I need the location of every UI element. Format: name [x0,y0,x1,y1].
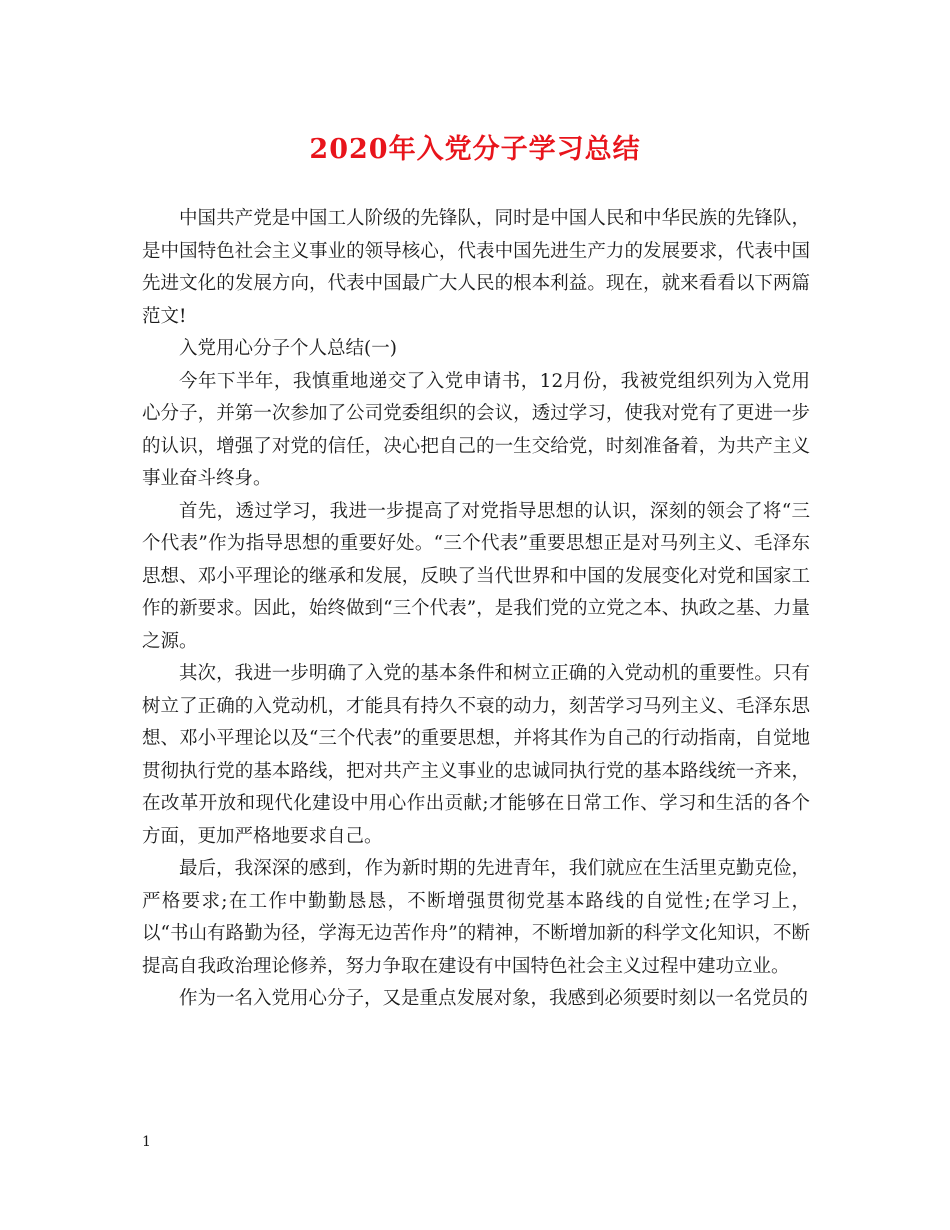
paragraph-intro: 中国共产党是中国工人阶级的先锋队，同时是中国人民和中华民族的先锋队，是中国特色社会主义事业的领导核心，代表中国先进生产力的发展要求，代表中国先进文化的发展方向，代表中国最广大人民的根本利益。现在，就来看看以下两篇范文! [142,208,810,327]
paragraph-3: 其次，我进一步明确了入党的基本条件和树立正确的入党动机的重要性。只有树立了正确的入党动机，才能具有持久不衰的动力，刻苦学习马列主义、毛泽东思想、邓小平理论以及“三个代表”的重要思想，并将其作为自己的行动指南，自觉地贯彻执行党的基本路线，把对共产主义事业的忠诚同执行党的基本路线统一齐来，在改革开放和现代化建设中用心作出贡献;才能够在日常工作、学习和生活的各个方面，更加严格地要求自己。 [142,663,810,847]
paragraph-5: 作为一名入党用心分子，又是重点发展对象，我感到必须要时刻以一名党员的 [179,988,809,1009]
document-title: 2020年入党分子学习总结 [309,134,641,165]
paragraph-1: 今年下半年，我慎重地递交了入党申请书，12月份，我被党组织列为入党用心分子，并第一次参加了公司党委组织的会议，透过学习，使我对党有了更进一步的认识，增强了对党的信任，决心把自己的一生交给党，时刻准备着，为共产主义事业奋斗终身。 [142,370,810,489]
paragraph-subheading: 入党用心分子个人总结(一) [179,338,397,359]
paragraph-4: 最后，我深深的感到，作为新时期的先进青年，我们就应在生活里克勤克俭，严格要求;在工作中勤勤恳恳，不断增强贯彻党基本路线的自觉性;在学习上，以“书山有路勤为径，学海无边苦作舟”的精神，不断增加新的科学文化知识，不断提高自我政治理论修养，努力争取在建设有中国特色社会主义过程中建功立业。 [142,858,810,977]
document-body [142,203,810,1016]
paragraph-2: 首先，透过学习，我进一步提高了对党指导思想的认识，深刻的领会了将“三个代表”作为指导思想的重要好处。“三个代表”重要思想正是对马列主义、毛泽东思想、邓小平理论的继承和发展，反映了当代世界和中国的发展变化对党和国家工作的新要求。因此，始终做到“三个代表”，是我们党的立党之本、执政之基、力量之源。 [142,500,810,652]
page-number: 1 [142,1134,151,1150]
